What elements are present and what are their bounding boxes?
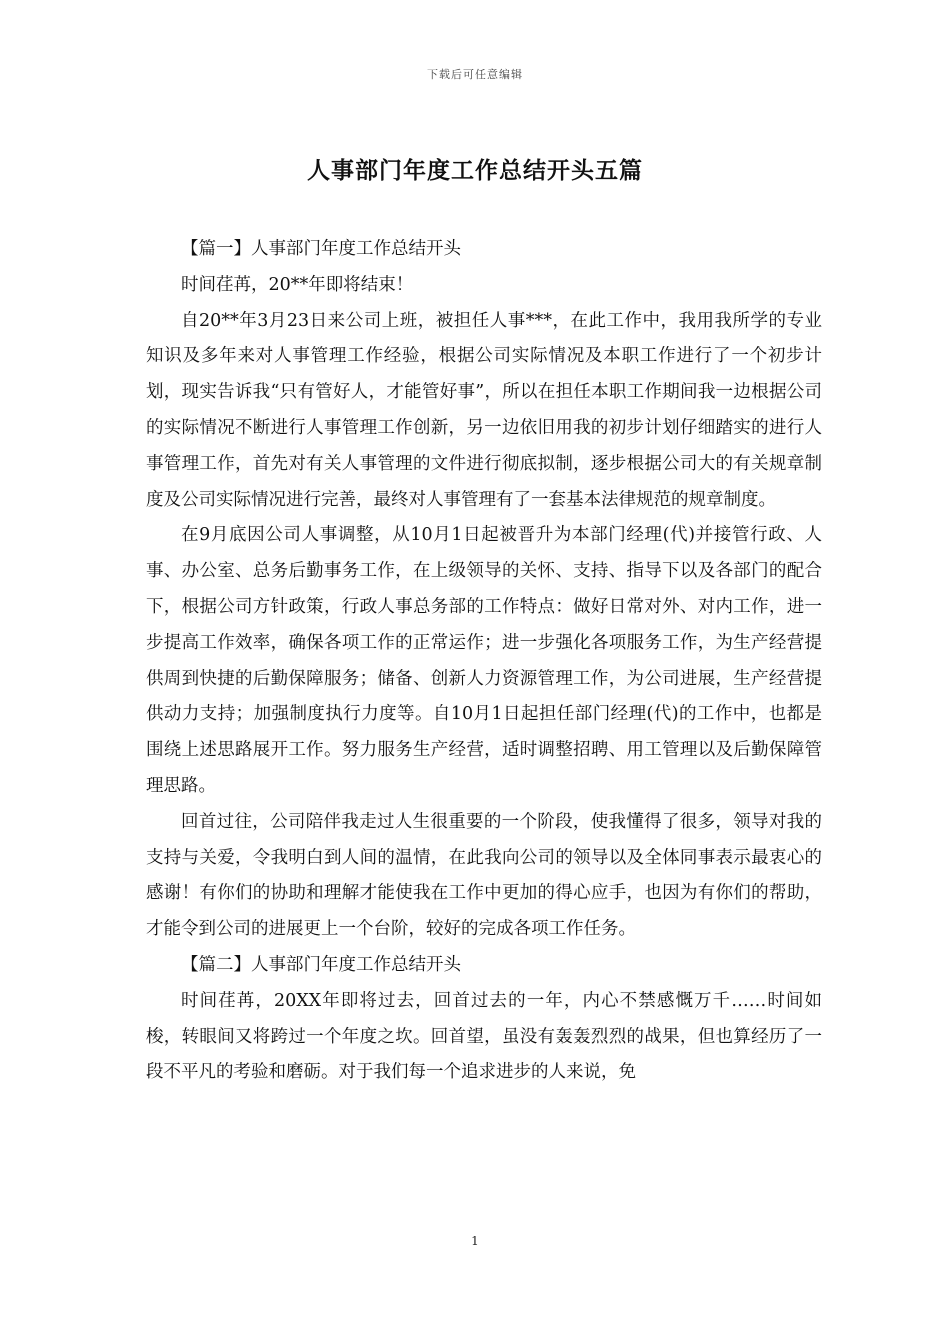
- section-heading-2: 【篇二】人事部门年度工作总结开头: [181, 954, 461, 975]
- body-paragraph: 时间荏苒，20**年即将结束！: [181, 274, 414, 295]
- page-header-note: 下载后可任意编辑: [427, 68, 523, 81]
- section-heading-1: 【篇一】人事部门年度工作总结开头: [181, 239, 461, 259]
- body-paragraph: 在9月底因公司人事调整，从10月1日起被晋升为本部门经理(代)并接管行政、人事、办公室、总务后勤事务工作，在上级领导的关怀、支持、指导下以及各部门的配合下，根据公司方针政策，行政人事总务部的工作特点：做好日常对外、对内工作，进一步提高工作效率，确保各项工作的正常运作；进一步强化各项服务工作，为生产经营提供周到快捷的后勤保障服务；储备、创新人力资源管理工作，为公司进展，生产经营提供动力支持；加强制度执行力度等。自10月1日起担任部门经理(代)的工作中，也都是围绕上述思路展开工作。努力服务生产经营，适时调整招聘、用工管理以及后勤保障管理思路。: [146, 525, 822, 796]
- document-body: [146, 232, 822, 1091]
- page-number: 1: [471, 1234, 479, 1248]
- body-paragraph: 回首过往，公司陪伴我走过人生很重要的一个阶段，使我懂得了很多，领导对我的支持与关爱，令我明白到人间的温情，在此我向公司的领导以及全体同事表示最衷心的感谢！有你们的协助和理解才能使我在工作中更加的得心应手，也因为有你们的帮助，才能令到公司的进展更上一个台阶，较好的完成各项工作任务。: [146, 811, 822, 940]
- body-paragraph: 自20**年3月23日来公司上班，被担任人事***，在此工作中，我用我所学的专业知识及多年来对人事管理工作经验，根据公司实际情况及本职工作进行了一个初步计划，现实告诉我“只有管好人，才能管好事”，所以在担任本职工作期间我一边根据公司的实际情况不断进行人事管理工作创新，另一边依旧用我的初步计划仔细踏实的进行人事管理工作，首先对有关人事管理的文件进行彻底拟制，逐步根据公司大的有关规章制度及公司实际情况进行完善，最终对人事管理有了一套基本法律规范的规章制度。: [146, 310, 822, 510]
- document-title: 人事部门年度工作总结开头五篇: [307, 157, 643, 184]
- body-paragraph: 时间荏苒，20XX年即将过去，回首过去的一年，内心不禁感慨万千……时间如梭，转眼间又将跨过一个年度之坎。回首望，虽没有轰轰烈烈的战果，但也算经历了一段不平凡的考验和磨砺。对于我们每一个追求进步的人来说，免: [146, 990, 822, 1083]
